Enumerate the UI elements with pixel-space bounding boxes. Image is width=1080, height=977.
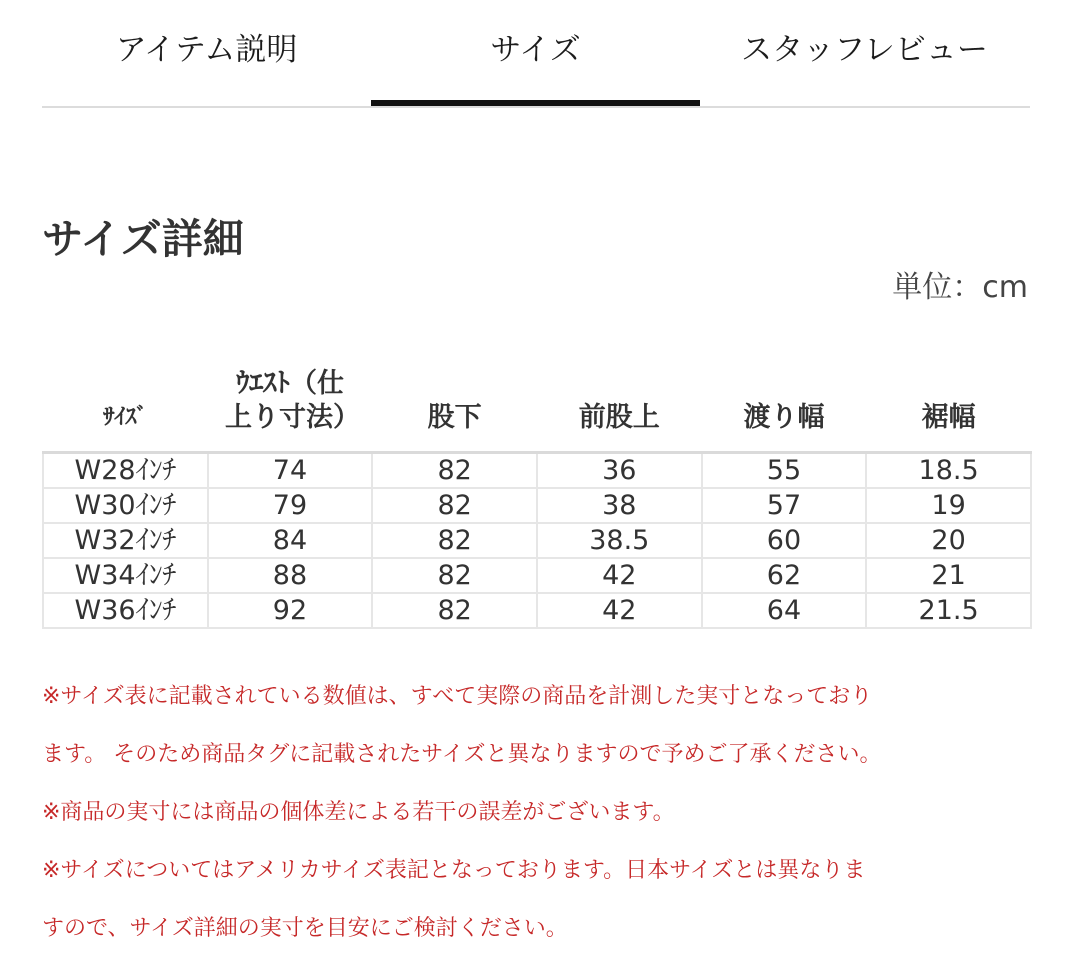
cell-front-rise: 38 (537, 488, 702, 523)
note-line: ※サイズについてはアメリカサイズ表記となっております。日本サイズとは異なりま (42, 858, 866, 883)
header-waist (208, 325, 373, 453)
unit-label: 単位：cm (892, 270, 1028, 305)
cell-inseam: 82 (372, 453, 537, 489)
active-tab-indicator (371, 100, 700, 106)
table-row (43, 558, 1031, 593)
tab-staff-review-label: スタッフレビュー (741, 32, 988, 68)
cell-size: W36ｲﾝﾁ (43, 593, 208, 628)
cell-thigh-width: 62 (702, 558, 867, 593)
size-table (42, 325, 1032, 629)
cell-front-rise: 38.5 (537, 523, 702, 558)
cell-thigh-width: 55 (702, 453, 867, 489)
cell-hem-width: 21.5 (866, 593, 1031, 628)
cell-inseam: 82 (372, 488, 537, 523)
cell-front-rise: 42 (537, 558, 702, 593)
cell-inseam: 82 (372, 523, 537, 558)
note-line: ※商品の実寸には商品の個体差による若干の誤差がございます。 (42, 800, 675, 825)
size-table-header-row (43, 325, 1031, 453)
cell-inseam: 82 (372, 593, 537, 628)
table-row (43, 593, 1031, 628)
header-inseam: 股下 (427, 402, 482, 433)
cell-hem-width: 20 (866, 523, 1031, 558)
cell-size: W30ｲﾝﾁ (43, 488, 208, 523)
header-hem-width: 裾幅 (921, 402, 976, 433)
section-title: サイズ詳細 (42, 215, 244, 263)
cell-waist: 88 (208, 558, 373, 593)
tab-staff-review[interactable] (700, 0, 1029, 104)
header-size: ｻｲｽﾞ (103, 405, 148, 430)
cell-waist: 74 (208, 453, 373, 489)
header-waist-label: ｳｴｽﾄ（仕上り寸法） (224, 368, 360, 433)
cell-waist: 79 (208, 488, 373, 523)
note-line: ※サイズ表に記載されている数値は、すべて実際の商品を計測した実寸となっており (42, 684, 873, 709)
tab-size-label: サイズ (490, 32, 581, 68)
cell-front-rise: 42 (537, 593, 702, 628)
cell-thigh-width: 60 (702, 523, 867, 558)
header-front-rise: 前股上 (578, 402, 660, 433)
table-row (43, 523, 1031, 558)
cell-inseam: 82 (372, 558, 537, 593)
tab-item-description[interactable] (42, 0, 371, 104)
header-thigh-width: 渡り幅 (743, 402, 825, 433)
cell-thigh-width: 64 (702, 593, 867, 628)
cell-thigh-width: 57 (702, 488, 867, 523)
tab-bar (42, 0, 1030, 108)
table-row (43, 453, 1031, 489)
cell-hem-width: 21 (866, 558, 1031, 593)
cell-size: W32ｲﾝﾁ (43, 523, 208, 558)
note-line: すので、サイズ詳細の実寸を目安にご検討ください。 (42, 916, 568, 941)
cell-waist: 84 (208, 523, 373, 558)
tab-item-description-label: アイテム説明 (115, 32, 298, 68)
note-line: ます。 そのため商品タグに記載されたサイズと異なりますので予めご了承ください。 (42, 742, 882, 767)
table-row (43, 488, 1031, 523)
tab-size[interactable] (371, 0, 700, 104)
size-notes (42, 668, 1032, 958)
cell-size: W34ｲﾝﾁ (43, 558, 208, 593)
cell-size: W28ｲﾝﾁ (43, 453, 208, 489)
cell-front-rise: 36 (537, 453, 702, 489)
cell-waist: 92 (208, 593, 373, 628)
cell-hem-width: 19 (866, 488, 1031, 523)
cell-hem-width: 18.5 (866, 453, 1031, 489)
